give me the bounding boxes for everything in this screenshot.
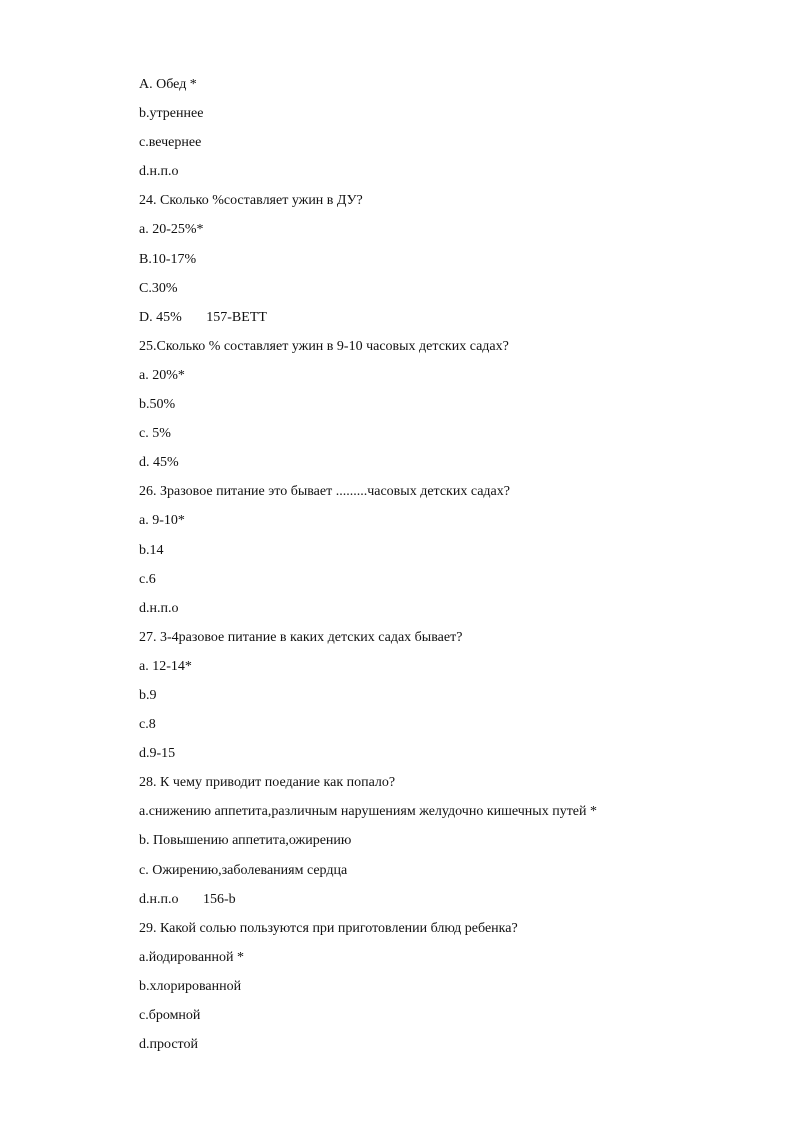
question-line: 26. Зразовое питание это бывает .........часовых детских садах? — [139, 484, 510, 500]
option-line: a. 20-25%* — [139, 222, 204, 238]
question-line: 29. Какой солью пользуются при приготовлении блюд ребенка? — [139, 920, 518, 936]
option-line: a. 20%* — [139, 367, 185, 383]
option-line: C.30% — [139, 280, 178, 296]
option-line: A. Обед * — [139, 77, 197, 92]
option-line: d. 45% — [139, 455, 179, 471]
option-line: c.бромной — [139, 1008, 201, 1023]
option-line: d.н.п.о — [139, 164, 179, 180]
option-line: b.9 — [139, 687, 157, 703]
option-line: b.утреннее — [139, 106, 204, 122]
option-line: b. Повышению аппетита,ожирению — [139, 833, 352, 849]
question-line: 25.Сколько % составляет ужин в 9-10 часовых детских садах? — [139, 338, 509, 354]
option-line: c.8 — [139, 717, 156, 733]
option-line: a. 12-14* — [139, 658, 192, 674]
option-line: D. 45% 157-BETT — [139, 309, 267, 325]
option-line: c. 5% — [139, 426, 171, 442]
option-line: d.н.п.о — [139, 600, 179, 616]
option-line: a.йодированной * — [139, 949, 245, 965]
question-line: 28. К чему приводит поедание как попало? — [139, 775, 396, 791]
option-line: c. Ожирению,заболеваниям сердца — [139, 862, 348, 878]
option-line: a.снижению аппетита,различным нарушениям желудочно кишечных путей * — [139, 804, 598, 820]
option-line: d.9-15 — [139, 746, 176, 762]
option-line: c.вечернее — [139, 135, 202, 151]
question-line: 27. 3-4разовое питание в каких детских садах бывает? — [139, 629, 463, 645]
option-line: a. 9-10* — [139, 513, 185, 529]
option-line: b.50% — [139, 397, 176, 413]
option-line: b.14 — [139, 542, 164, 558]
question-line: 24. Сколько %составляет ужин в ДУ? — [139, 193, 363, 209]
option-line: b.хлорированной — [139, 978, 242, 994]
option-line: d.простой — [139, 1037, 198, 1053]
option-line: B.10-17% — [139, 251, 197, 267]
option-line: d.н.п.о 156-b — [139, 891, 236, 907]
text-lines — [139, 74, 597, 1063]
option-line: c.6 — [139, 571, 156, 587]
